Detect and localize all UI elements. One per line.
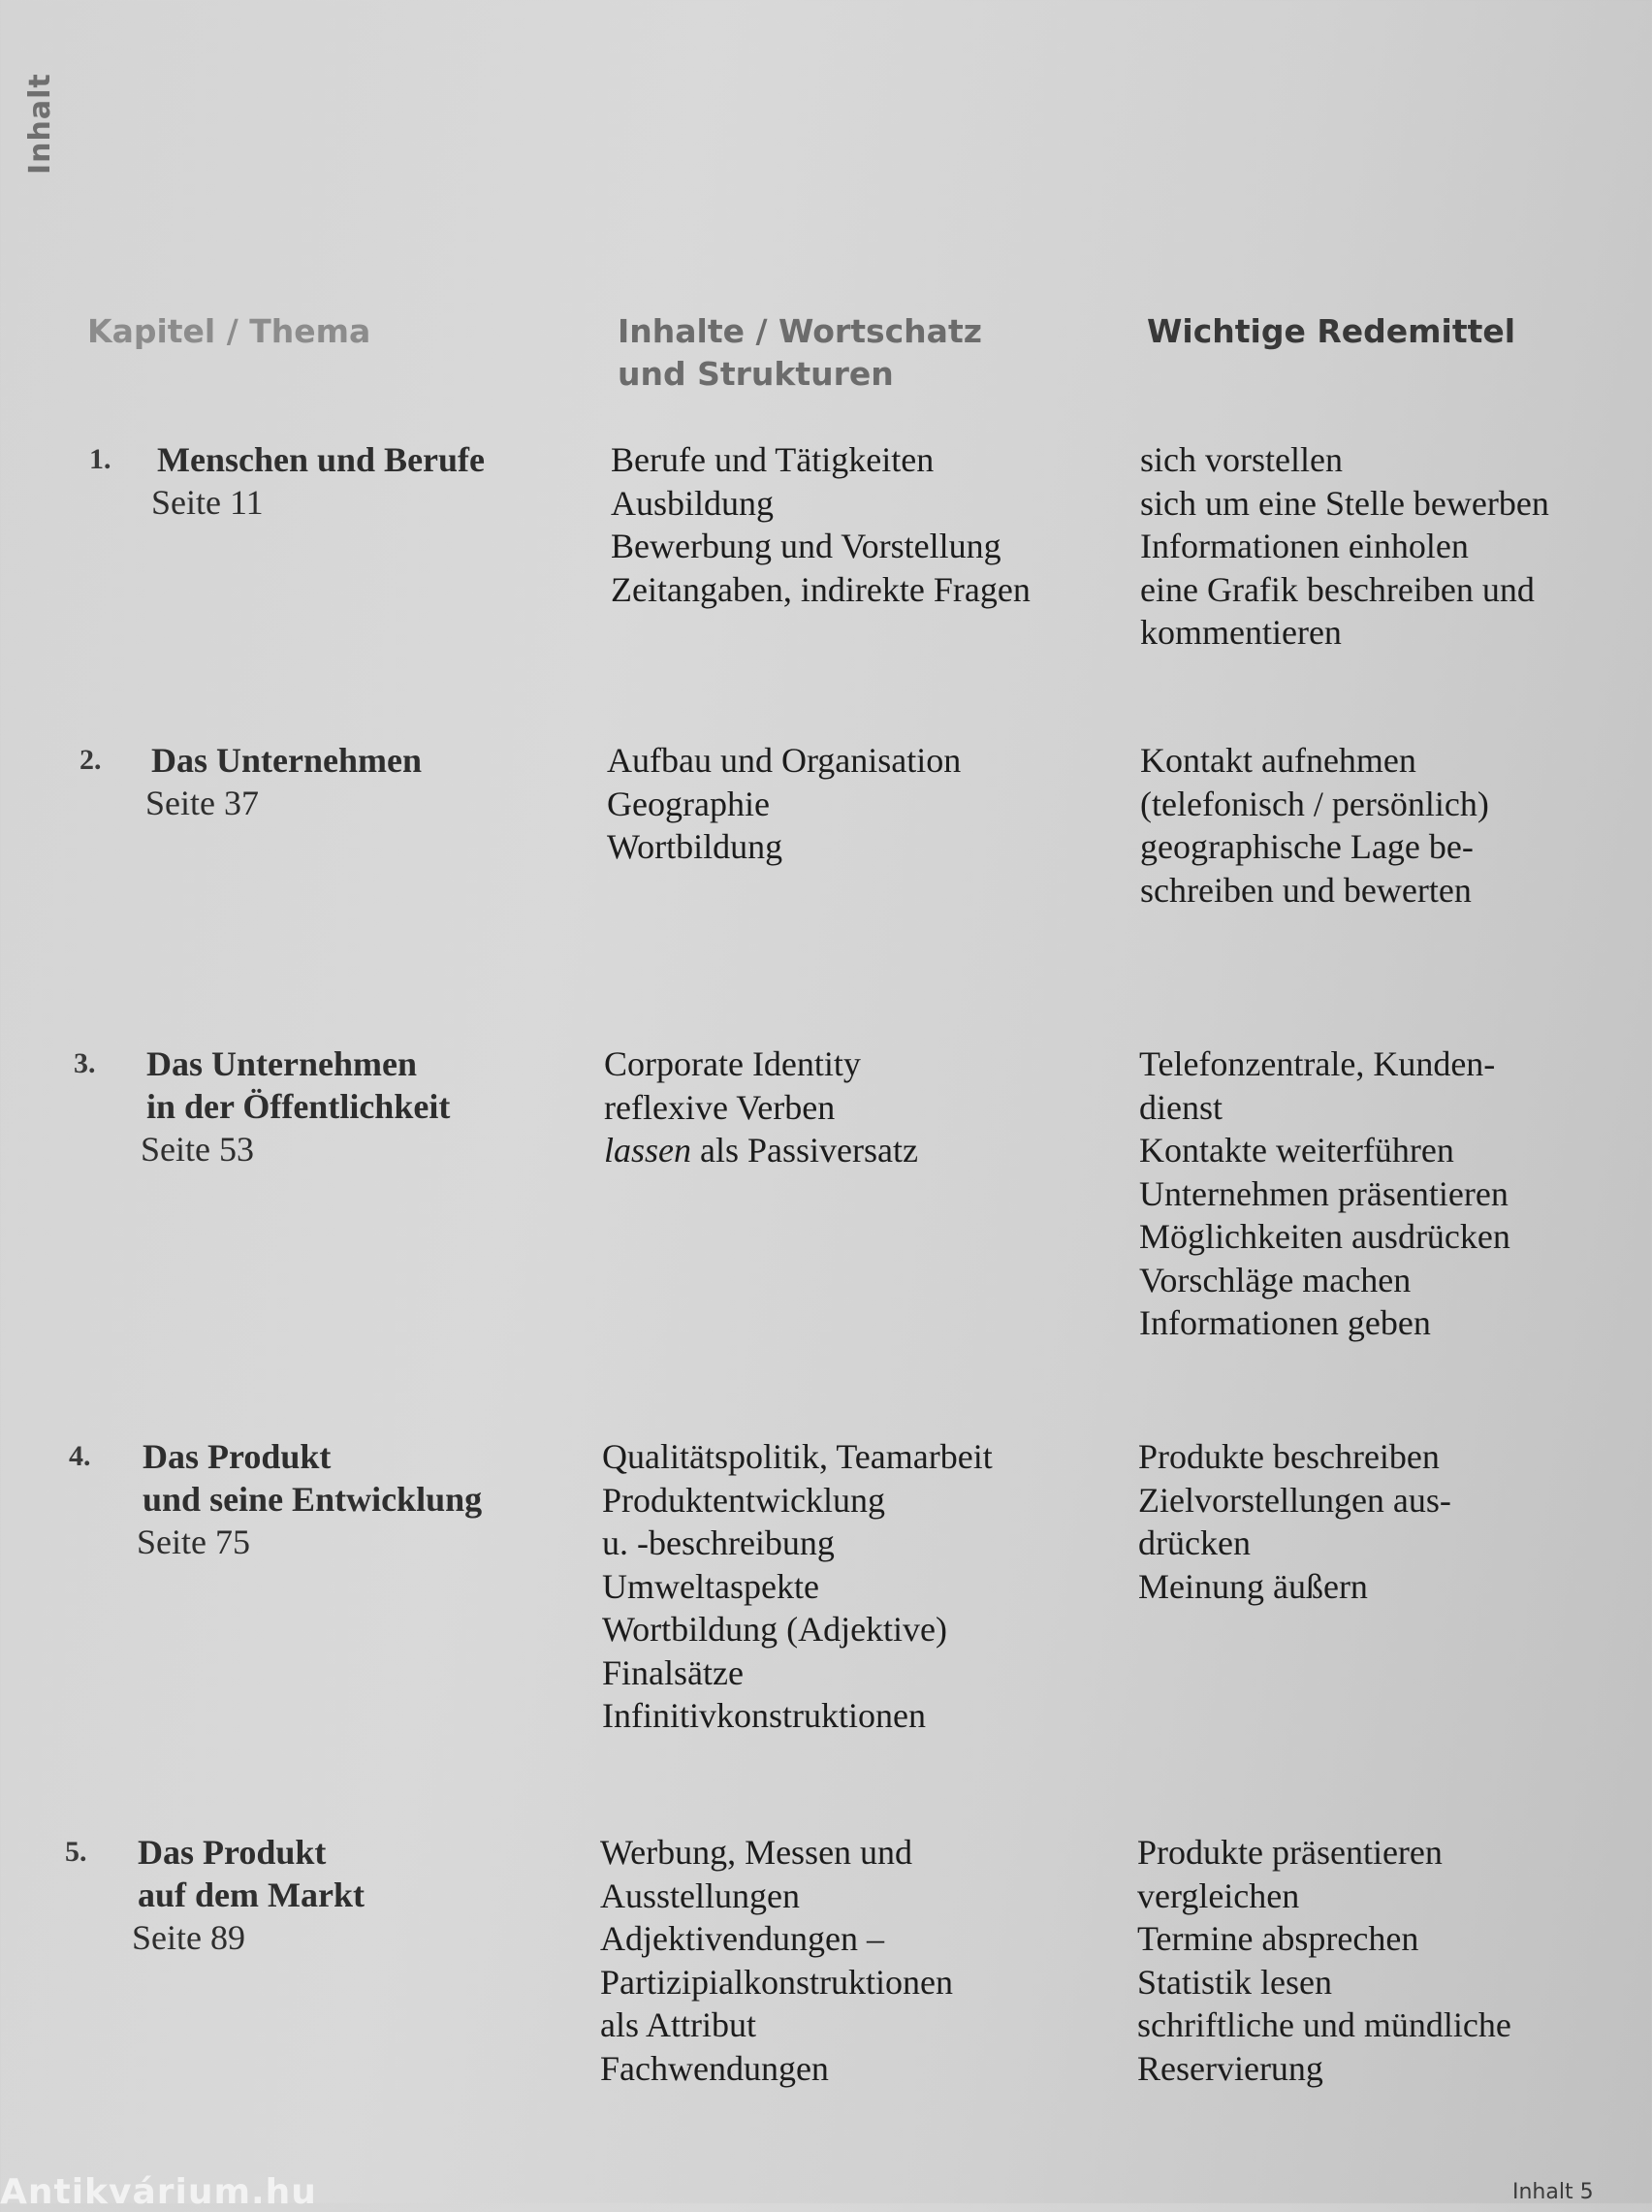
content-italic-word: lassen	[604, 1131, 691, 1170]
redemittel-item: Kontakt aufnehmen	[1140, 741, 1416, 780]
redemittel-item: Meinung äußern	[1138, 1566, 1368, 1606]
content-item: Partizipialkonstruktionen	[600, 1962, 953, 2002]
column-header-kapitel: Kapitel / Thema	[87, 312, 371, 350]
content-item: Infinitivkonstruktionen	[602, 1696, 926, 1735]
chapter-number: 3.	[74, 1047, 96, 1079]
redemittel-item: geographische Lage be-	[1140, 827, 1474, 866]
redemittel-item: Statistik lesen	[1137, 1962, 1332, 2002]
redemittel-item: sich um eine Stelle bewerben	[1140, 483, 1549, 523]
redemittel-item: vergleichen	[1137, 1875, 1300, 1915]
content-item: Produktentwicklung	[602, 1480, 885, 1520]
redemittel-item: Vorschläge machen	[1139, 1260, 1412, 1299]
chapter-page: Seite 75	[137, 1523, 250, 1561]
redemittel-item: schreiben und bewerten	[1140, 870, 1472, 910]
redemittel-item: drücken	[1138, 1523, 1251, 1562]
column-header-inhalte-line: Inhalte / Wortschatz	[618, 312, 982, 350]
content-item: Wortbildung	[607, 827, 783, 866]
content-item: Umweltaspekte	[602, 1566, 819, 1606]
column-header-inhalte	[618, 310, 1083, 396]
chapter-redemittel	[1140, 739, 1635, 912]
chapter-page: Seite 37	[145, 784, 259, 822]
redemittel-item: dienst	[1139, 1087, 1223, 1127]
page-footer-label: Inhalt 5	[1512, 2180, 1594, 2204]
content-item: Finalsätze	[602, 1652, 744, 1692]
content-item: als Attribut	[600, 2005, 756, 2044]
chapter-title-line: Das Produkt	[138, 1833, 327, 1872]
chapter-title-line: und seine Entwicklung	[143, 1480, 483, 1519]
chapter-page: Seite 89	[132, 1918, 245, 1957]
chapter-contents	[602, 1435, 1106, 1738]
redemittel-item: Informationen geben	[1139, 1303, 1431, 1342]
content-item: Bewerbung und Vorstellung	[611, 527, 1001, 565]
redemittel-item: eine Grafik beschreiben und	[1140, 569, 1535, 609]
chapter-title-line: Das Produkt	[143, 1437, 332, 1476]
chapter-contents	[604, 1042, 1108, 1172]
redemittel-item: schriftliche und mündliche	[1137, 2005, 1511, 2044]
redemittel-item: Unternehmen präsentieren	[1139, 1173, 1509, 1213]
content-item: Corporate Identity	[604, 1044, 861, 1083]
content-item-rest: als Passiversatz	[691, 1131, 918, 1170]
redemittel-item: Termine absprechen	[1137, 1919, 1419, 1958]
content-item: u. -beschreibung	[602, 1523, 835, 1562]
chapter-contents	[611, 438, 1115, 611]
chapter-redemittel	[1140, 438, 1635, 655]
chapter-number: 4.	[69, 1440, 91, 1472]
content-item: Wortbildung (Adjektive)	[602, 1610, 948, 1649]
chapter-number: 5.	[65, 1836, 87, 1868]
chapter-page: Seite 11	[151, 483, 264, 522]
chapter-title-line: auf dem Markt	[138, 1875, 365, 1914]
chapter-title-line: Das Unternehmen	[151, 741, 422, 780]
chapter-title	[145, 739, 422, 824]
redemittel-item: Kontakte weiterführen	[1139, 1131, 1454, 1170]
chapter-redemittel	[1137, 1831, 1632, 2090]
chapter-page: Seite 53	[141, 1130, 254, 1169]
content-item: Berufe und Tätigkeiten	[611, 440, 935, 479]
redemittel-item: Informationen einholen	[1140, 527, 1469, 565]
redemittel-item: (telefonisch / persönlich)	[1140, 784, 1489, 823]
chapter-title-line: Menschen und Berufe	[157, 440, 486, 479]
content-item: Adjektivendungen –	[600, 1919, 884, 1958]
content-item: Geographie	[607, 784, 770, 823]
redemittel-item: Produkte beschreiben	[1138, 1437, 1440, 1476]
content-item: Qualitätspolitik, Teamarbeit	[602, 1437, 993, 1476]
redemittel-item: sich vorstellen	[1140, 440, 1343, 479]
redemittel-item: kommentieren	[1140, 613, 1342, 652]
chapter-contents	[600, 1831, 1104, 2090]
chapter-title	[141, 1042, 451, 1170]
chapter-redemittel	[1139, 1042, 1634, 1345]
column-header-redemittel: Wichtige Redemittel	[1147, 312, 1516, 350]
chapter-title-line: in der Öffentlichkeit	[146, 1087, 451, 1126]
content-item: Ausbildung	[611, 483, 775, 523]
chapter-title	[151, 438, 486, 524]
chapter-contents	[607, 739, 1111, 869]
chapter-number: 1.	[89, 443, 111, 475]
content-item: Werbung, Messen und	[600, 1833, 913, 1872]
content-item	[604, 1129, 1108, 1172]
watermark: Antikvárium.hu	[0, 2172, 317, 2212]
content-item: Fachwendungen	[600, 2048, 829, 2088]
chapter-title	[137, 1435, 483, 1563]
content-item: Zeitangaben, indirekte Fragen	[611, 569, 1031, 609]
side-section-label: Inhalt	[23, 73, 57, 175]
chapter-number: 2.	[79, 744, 102, 776]
content-item: reflexive Verben	[604, 1087, 836, 1127]
redemittel-item: Zielvorstellungen aus-	[1138, 1480, 1451, 1520]
content-item: Aufbau und Organisation	[607, 741, 962, 780]
chapter-redemittel	[1138, 1435, 1633, 1608]
redemittel-item: Produkte präsentieren	[1137, 1833, 1443, 1872]
chapter-title	[132, 1831, 365, 1959]
redemittel-item: Telefonzentrale, Kunden-	[1139, 1044, 1496, 1083]
chapter-title-line: Das Unternehmen	[146, 1044, 417, 1083]
redemittel-item: Möglichkeiten ausdrücken	[1139, 1217, 1510, 1256]
redemittel-item: Reservierung	[1137, 2048, 1323, 2088]
column-header-inhalte-line: und Strukturen	[618, 355, 894, 393]
content-item: Ausstellungen	[600, 1875, 800, 1915]
